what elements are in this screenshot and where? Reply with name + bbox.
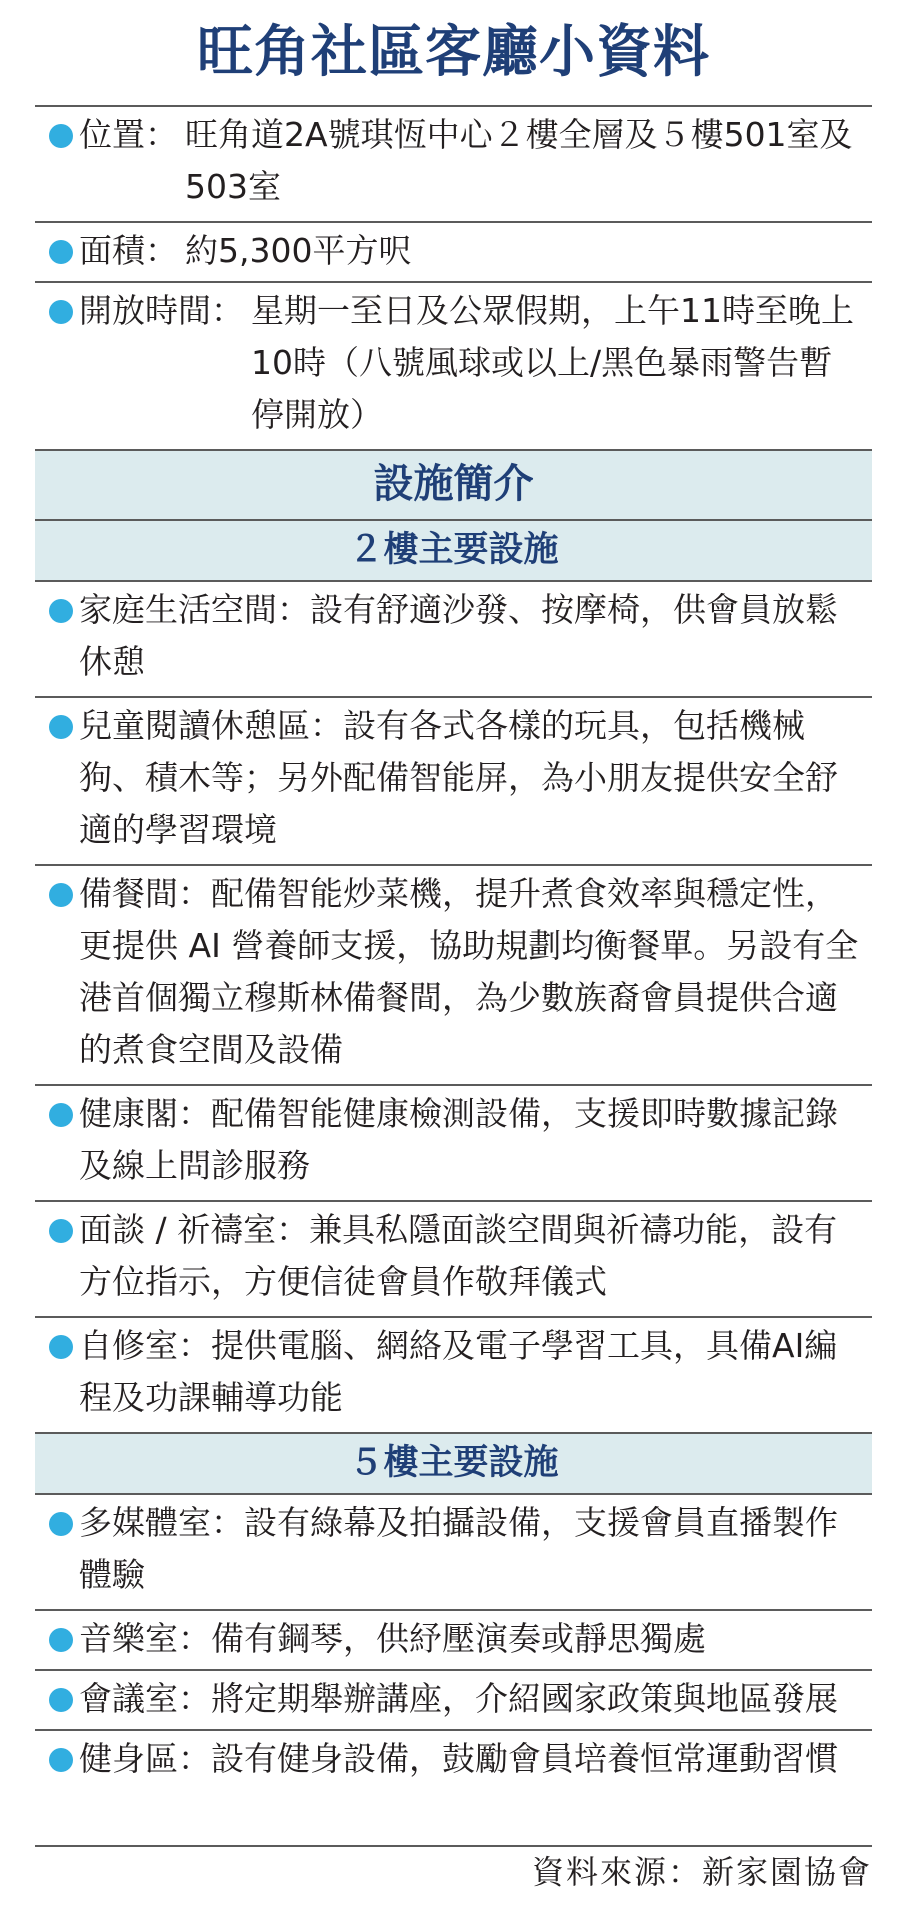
list-item	[35, 1493, 872, 1609]
area-value: 約5,300平方呎	[185, 231, 412, 270]
bullet-icon	[49, 124, 73, 148]
page-title: 旺角社區客廳小資料	[197, 20, 710, 85]
area-label: 面積：	[79, 231, 178, 270]
location-label: 位置：	[79, 115, 178, 154]
list-item	[35, 1609, 872, 1669]
facility-description: 自修室：提供電腦、網絡及電子學習工具，具備AI編程及功課輔導功能	[79, 1326, 838, 1417]
facility-description: 兒童閱讀休憩區：設有各式各樣的玩具，包括機械狗、積木等；另外配備智能屏，為小朋友提供安全舒適的學習環境	[79, 706, 838, 849]
bullet-icon	[49, 883, 73, 907]
facility-description: 備餐間：配備智能炒菜機，提升煮食效率與穩定性，更提供 AI 營養師支援，協助規劃均衡餐單。另設有全港首個獨立穆斯林備餐間，為少數族裔會員提供合適的煮食空間及設備	[79, 874, 859, 1069]
info-row-hours	[35, 281, 872, 449]
list-item	[35, 864, 872, 1084]
bullet-icon	[49, 1628, 73, 1652]
source-credit: 資料來源：新家園協會	[531, 1853, 872, 1891]
bullet-icon	[49, 1103, 73, 1127]
info-table	[35, 105, 872, 1847]
list-item	[35, 1084, 872, 1200]
list-item	[35, 1669, 872, 1729]
hours-value: 星期一至日及公眾假期，上午11時至晚上10時（八號風球或以上/黑色暴雨警告暫停開放）	[251, 291, 854, 434]
bullet-icon	[49, 1219, 73, 1243]
info-row-location	[35, 105, 872, 221]
bullet-icon	[49, 1335, 73, 1359]
floor5-heading-text: ５樓主要設施	[348, 1443, 559, 1483]
facility-description: 面談 / 祈禱室：兼具私隱面談空間與祈禱功能，設有方位指示，方便信徒會員作敬拜儀式	[79, 1210, 838, 1301]
list-item	[35, 1729, 872, 1847]
bullet-icon	[49, 599, 73, 623]
list-item	[35, 580, 872, 696]
facility-description: 健身區：設有健身設備，鼓勵會員培養恒常運動習慣	[79, 1739, 838, 1778]
location-value: 旺角道2A號琪恆中心２樓全層及５樓501室及503室	[185, 115, 853, 206]
facility-description: 家庭生活空間：設有舒適沙發、按摩椅，供會員放鬆休憩	[79, 590, 838, 681]
facility-description: 健康閣：配備智能健康檢測設備，支援即時數據記錄及線上問診服務	[79, 1094, 838, 1185]
floor2-heading-text: ２樓主要設施	[348, 530, 559, 570]
hours-label: 開放時間：	[79, 291, 244, 330]
facilities-heading	[35, 449, 872, 519]
floor2-heading	[35, 519, 872, 580]
list-item	[35, 1200, 872, 1316]
list-item	[35, 696, 872, 864]
facility-description: 多媒體室：設有綠幕及拍攝設備，支援會員直播製作體驗	[79, 1503, 838, 1594]
info-row-area	[35, 221, 872, 281]
bullet-icon	[49, 240, 73, 264]
floor5-heading	[35, 1432, 872, 1493]
facilities-heading-text: 設施簡介	[373, 461, 534, 507]
bullet-icon	[49, 1688, 73, 1712]
bullet-icon	[49, 1512, 73, 1536]
bullet-icon	[49, 1748, 73, 1772]
bullet-icon	[49, 715, 73, 739]
facility-description: 會議室：將定期舉辦講座，介紹國家政策與地區發展	[79, 1679, 838, 1718]
facility-description: 音樂室：備有鋼琴，供紓壓演奏或靜思獨處	[79, 1619, 706, 1658]
bullet-icon	[49, 300, 73, 324]
list-item	[35, 1316, 872, 1432]
